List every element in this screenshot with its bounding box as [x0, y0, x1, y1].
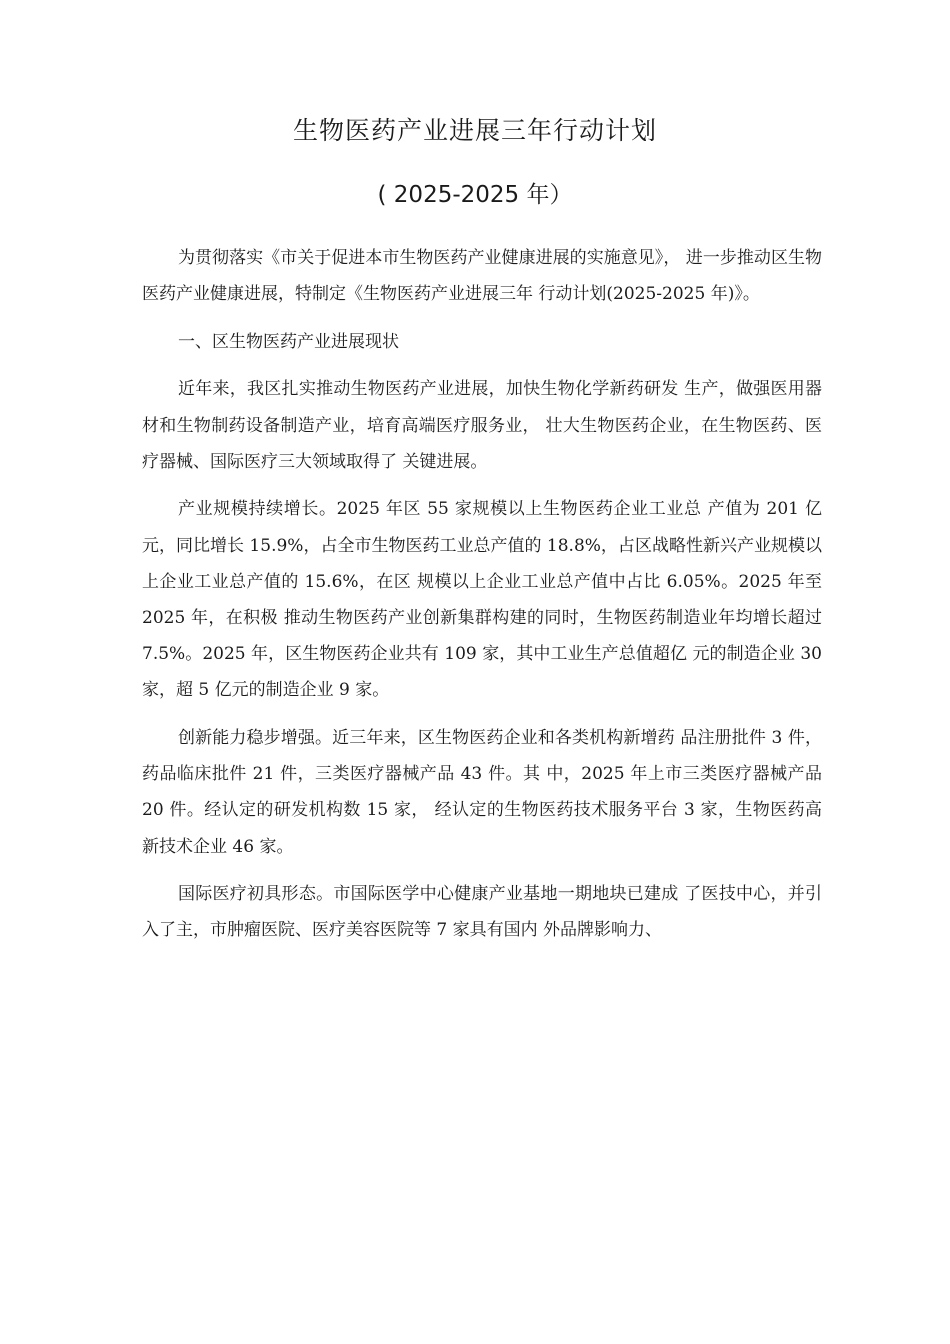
section-heading-1: 一、区生物医药产业进展现状 — [178, 331, 399, 352]
paragraph-overview: 近年来，我区扎实推动生物医药产业进展，加快生物化学新药研发 生产，做强医用器材和生物制药设备制造产业，培育高端医疗服务业， 壮大生物医药企业，在生物医药、医疗器械、国际医疗三大领域取得了 关键进展。 — [142, 379, 822, 472]
document-subtitle: ( 2025-2025 年） — [377, 182, 573, 208]
paragraph-international-medical: 国际医疗初具形态。市国际医学中心健康产业基地一期地块已建成 了医技中心，并引入了主，市肿瘤医院、医疗美容医院等 7 家具有国内 外品牌影响力、 — [142, 884, 822, 941]
paragraph-intro: 为贯彻落实《市关于促进本市生物医药产业健康进展的实施意见》， 进一步推动区生物医药产业健康进展，特制定《生物医药产业进展三年 行动计划(2025-2025 年)》。 — [142, 248, 822, 305]
paragraph-industry-scale: 产业规模持续增长。2025 年区 55 家规模以上生物医药企业工业总 产值为 201 亿元，同比增长 15.9%，占全市生物医药工业总产值的 18.8%，占区战略性新兴产业规模以上企业工业总产值的 15.6%，在区 规模以上企业工业总产值中占比 6.05%。2025 年至 2025 年，在积极 推动生物医药产业创新集群构建的同时，生物医药制造业年均增长超过 7.5%。2025 年，区生物医药企业共有 109 家，其中工业生产总值超亿 元的制造企业 30 家，超 5 亿元的制造企业 9 家。 — [142, 499, 822, 701]
paragraph-innovation: 创新能力稳步增强。近三年来，区生物医药企业和各类机构新增药 品注册批件 3 件，药品临床批件 21 件，三类医疗器械产品 43 件。其 中，2025 年上市三类医疗器械产品 20 件。经认定的研发机构数 15 家， 经认定的生物医药技术服务平台 3 家，生物医药高新技术企业 46 家。 — [142, 728, 822, 857]
document-title: 生物医药产业进展三年行动计划 — [292, 116, 657, 145]
document-body — [142, 240, 822, 960]
